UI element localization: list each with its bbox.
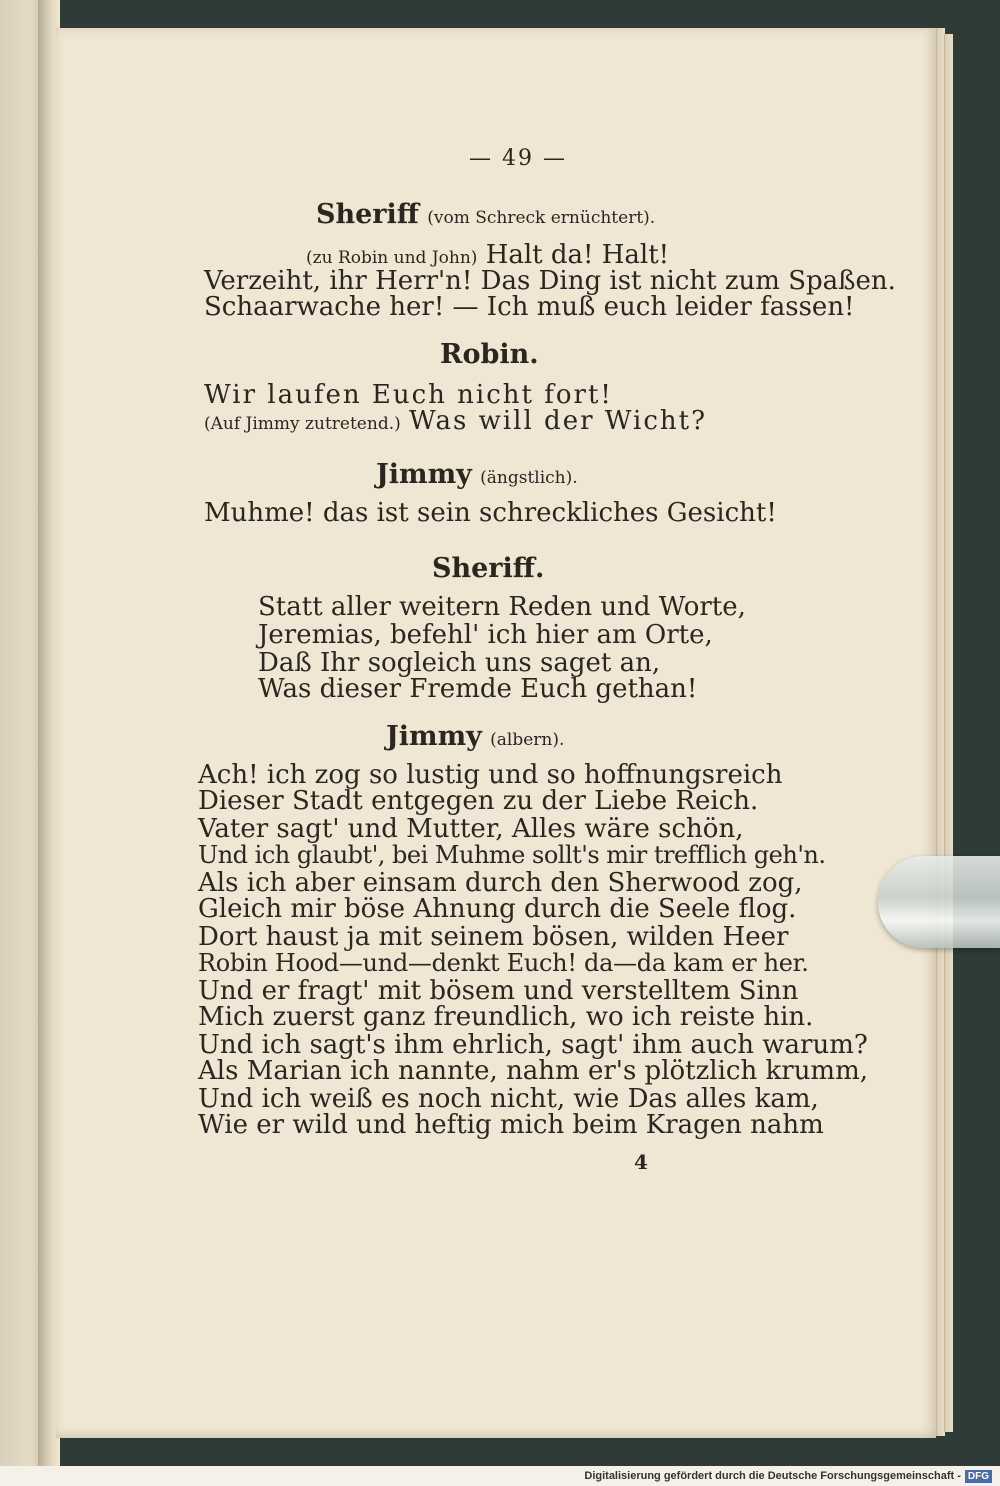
speaker-name: Sheriff <box>316 199 419 230</box>
footer-credit <box>0 1466 1000 1486</box>
verse-line: Jeremias, befehl' ich hier am Orte, <box>258 620 713 650</box>
verse-line: Statt aller weitern Reden und Worte, <box>258 592 746 622</box>
speaker-name: Jimmy <box>386 721 482 752</box>
page-text <box>56 28 936 1438</box>
verse-line: Dieser Stadt entgegen zu der Liebe Reich. <box>198 786 759 816</box>
verse-line: Und ich sagt's ihm ehrlich, sagt' ihm auch warum? <box>198 1030 868 1060</box>
stage-direction: (zu Robin und John) <box>306 248 478 268</box>
verse-line: Wie er wild und heftig mich beim Kragen nahm <box>198 1110 824 1140</box>
stage-direction: (ängstlich). <box>480 468 578 488</box>
verse-line: Was dieser Fremde Euch gethan! <box>258 674 698 704</box>
verse-line: Als Marian ich nannte, nahm er's plötzlich krumm, <box>198 1056 869 1086</box>
dfg-logo: DFG <box>965 1470 992 1483</box>
verse-line: Mich zuerst ganz freundlich, wo ich reiste hin. <box>198 1002 814 1032</box>
page-number: — 49 — <box>469 146 567 171</box>
speaker-line <box>376 460 578 493</box>
verse-line: Robin Hood—und—denkt Euch! da—da kam er her. <box>198 949 809 977</box>
speaker-name: Jimmy <box>376 459 472 490</box>
verse-text: Halt da! Halt! <box>485 240 670 270</box>
verse-line: Daß Ihr sogleich uns saget an, <box>258 648 661 678</box>
verse-line: Muhme! das ist sein schreckliches Gesicht! <box>204 498 777 528</box>
funding-notice: Digitalisierung gefördert durch die Deutsche Forschungsgemeinschaft - <box>584 1470 961 1482</box>
speaker-name: Sheriff. <box>432 553 545 584</box>
verse-line: Gleich mir böse Ahnung durch die Seele flog. <box>198 894 797 924</box>
verse-line <box>204 406 707 439</box>
speaker-name: Robin. <box>440 339 539 370</box>
speaker-line <box>316 200 655 233</box>
verse-line: Und ich glaubt', bei Muhme sollt's mir trefflich geh'n. <box>198 841 826 869</box>
stage-direction: (vom Schreck ernüchtert). <box>427 208 656 228</box>
speaker-line <box>386 722 564 755</box>
verse-line: Wir laufen Euch nicht fort! <box>204 380 613 410</box>
page-edge <box>944 34 953 1432</box>
stage-direction: (albern). <box>490 730 565 750</box>
verse-line: Verzeiht, ihr Herr'n! Das Ding ist nicht zum Spaßen. <box>204 266 896 296</box>
signature-mark: 4 <box>634 1150 648 1174</box>
page-clip <box>878 856 1000 948</box>
verse-line: Und er fragt' mit bösem und verstelltem Sinn <box>198 976 799 1006</box>
verse-line: Ach! ich zog so lustig und so hoffnungsreich <box>198 760 783 790</box>
verse-line: Als ich aber einsam durch den Sherwood zog, <box>198 868 803 898</box>
verse-text: Was will der Wicht? <box>409 406 708 436</box>
verse-line: Vater sagt' und Mutter, Alles wäre schön, <box>198 814 744 844</box>
verse-line: Schaarwache her! — Ich muß euch leider fassen! <box>204 292 855 322</box>
verse-line: Und ich weiß es noch nicht, wie Das alles kam, <box>198 1084 819 1114</box>
verse-line: Dort haust ja mit seinem bösen, wilden Heer <box>198 922 789 952</box>
stage-direction: (Auf Jimmy zutretend.) <box>204 414 401 434</box>
